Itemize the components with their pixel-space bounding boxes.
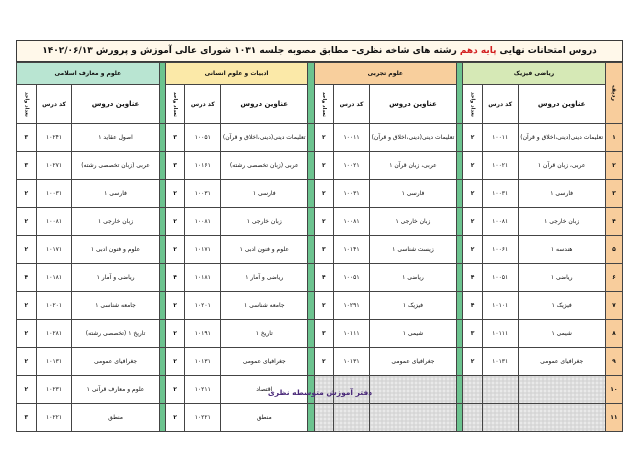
table-row bbox=[17, 264, 623, 292]
table-row bbox=[17, 180, 623, 208]
group-separator bbox=[457, 292, 463, 320]
course-units: ۲ bbox=[463, 208, 483, 236]
course-code: ۱۰۱۳۱ bbox=[482, 348, 518, 376]
course-name: جغرافیای عمومی bbox=[72, 348, 159, 376]
course-units: ۲ bbox=[463, 180, 483, 208]
course-code: ۱۰۰۲۱ bbox=[482, 152, 518, 180]
course-code: ۱۰۱۱۱ bbox=[482, 320, 518, 348]
course-name: اقتصاد bbox=[221, 376, 308, 404]
group-separator bbox=[457, 236, 463, 264]
course-code: ۱۰۰۸۱ bbox=[185, 208, 221, 236]
row-number: ۸ bbox=[605, 320, 622, 348]
course-name: تعلیمات دینی(دینی،اخلاق و قرآن) bbox=[221, 124, 308, 152]
course-units: ۲ bbox=[314, 292, 334, 320]
row-number: ۱۰ bbox=[605, 376, 622, 404]
row-number: ۵ bbox=[605, 236, 622, 264]
col-header-name: عناوین دروس bbox=[72, 85, 159, 124]
row-number: ۷ bbox=[605, 292, 622, 320]
course-name bbox=[369, 404, 456, 432]
col-header-unit: تعداد واحد bbox=[17, 85, 37, 124]
group-separator bbox=[308, 404, 314, 432]
course-units: ۴ bbox=[314, 264, 334, 292]
course-units bbox=[463, 404, 483, 432]
course-units: ۲ bbox=[165, 404, 185, 432]
table-row bbox=[17, 320, 623, 348]
course-units: ۳ bbox=[314, 320, 334, 348]
course-name: جغرافیای عمومی bbox=[369, 348, 456, 376]
group-separator bbox=[308, 348, 314, 376]
course-code: ۱۰۲۱۱ bbox=[185, 376, 221, 404]
group-separator bbox=[159, 404, 165, 432]
course-code: ۱۰۲۲۱ bbox=[185, 404, 221, 432]
course-code: ۱۰۱۸۱ bbox=[185, 264, 221, 292]
course-code: ۱۰۲۴۱ bbox=[36, 124, 72, 152]
col-header-code: کد درس bbox=[36, 85, 72, 124]
group-separator bbox=[159, 348, 165, 376]
course-name: شیمی ۱ bbox=[369, 320, 456, 348]
table-row bbox=[17, 292, 623, 320]
course-code: ۱۰۰۵۱ bbox=[334, 264, 370, 292]
course-name: تعلیمات دینی(دینی،اخلاق و قرآن) bbox=[369, 124, 456, 152]
course-units: ۳ bbox=[17, 124, 37, 152]
course-code: ۱۰۲۷۱ bbox=[36, 152, 72, 180]
group-separator bbox=[159, 292, 165, 320]
course-name: اصول عقاید ۱ bbox=[72, 124, 159, 152]
group-separator bbox=[457, 320, 463, 348]
course-name: فارسی ۱ bbox=[72, 180, 159, 208]
course-units: ۳ bbox=[17, 152, 37, 180]
course-code: ۱۰۱۱۱ bbox=[334, 320, 370, 348]
course-name: جامعه شناسی ۱ bbox=[72, 292, 159, 320]
col-header-unit: تعداد واحد bbox=[165, 85, 185, 124]
course-units: ۳ bbox=[165, 152, 185, 180]
row-number: ۴ bbox=[605, 208, 622, 236]
group-title: علوم تجربی bbox=[314, 63, 457, 85]
group-separator bbox=[308, 208, 314, 236]
course-units: ۲ bbox=[463, 348, 483, 376]
group-title: ریاضی فیزیک bbox=[463, 63, 606, 85]
course-name: فارسی ۱ bbox=[369, 180, 456, 208]
course-code: ۱۰۰۳۱ bbox=[482, 180, 518, 208]
group-separator bbox=[159, 152, 165, 180]
group-separator bbox=[159, 208, 165, 236]
row-number: ۱۱ bbox=[605, 404, 622, 432]
course-code: ۱۰۱۰۱ bbox=[482, 292, 518, 320]
document-title bbox=[16, 40, 623, 62]
course-name: علوم و معارف قرآنی ۱ bbox=[72, 376, 159, 404]
course-units: ۲ bbox=[165, 292, 185, 320]
course-name: تاریخ ۱ bbox=[221, 320, 308, 348]
course-name: جغرافیای عمومی bbox=[518, 348, 605, 376]
footer-office: دفتر آموزش متوسطه نظری bbox=[267, 388, 373, 397]
course-units: ۲ bbox=[165, 376, 185, 404]
course-name: زیست شناسی ۱ bbox=[369, 236, 456, 264]
course-code bbox=[334, 404, 370, 432]
col-header-unit: تعداد واحد bbox=[463, 85, 483, 124]
group-separator bbox=[308, 292, 314, 320]
course-name: فیزیک ۱ bbox=[518, 292, 605, 320]
course-name: زبان خارجی ۱ bbox=[518, 208, 605, 236]
course-name: ریاضی و آمار ۱ bbox=[221, 264, 308, 292]
course-units: ۲ bbox=[17, 320, 37, 348]
course-units: ۲ bbox=[17, 236, 37, 264]
course-code: ۱۰۰۳۱ bbox=[334, 180, 370, 208]
course-code: ۱۰۲۰۱ bbox=[185, 292, 221, 320]
course-name: علوم و فنون ادبی ۱ bbox=[221, 236, 308, 264]
course-code: ۱۰۱۷۱ bbox=[185, 236, 221, 264]
course-name: تاریخ ۱ (تخصصی رشته) bbox=[72, 320, 159, 348]
course-code: ۱۰۰۱۱ bbox=[482, 124, 518, 152]
table-row bbox=[17, 124, 623, 152]
group-separator bbox=[159, 320, 165, 348]
col-header-code: کد درس bbox=[334, 85, 370, 124]
row-number: ۲ bbox=[605, 152, 622, 180]
course-code: ۱۰۰۱۱ bbox=[334, 124, 370, 152]
col-header-name: عناوین دروس bbox=[518, 85, 605, 124]
course-name: ریاضی ۱ bbox=[369, 264, 456, 292]
course-code: ۱۰۱۴۱ bbox=[334, 236, 370, 264]
course-units: ۳ bbox=[314, 236, 334, 264]
group-separator bbox=[308, 236, 314, 264]
course-units: ۴ bbox=[165, 264, 185, 292]
course-units: ۴ bbox=[463, 292, 483, 320]
group-separator bbox=[308, 124, 314, 152]
row-number: ۶ bbox=[605, 264, 622, 292]
course-units: ۲ bbox=[165, 320, 185, 348]
course-units: ۲ bbox=[314, 180, 334, 208]
course-code: ۱۰۱۸۱ bbox=[36, 264, 72, 292]
table-row bbox=[17, 208, 623, 236]
course-units: ۴ bbox=[463, 264, 483, 292]
course-units: ۳ bbox=[165, 124, 185, 152]
course-code: ۱۰۰۳۱ bbox=[185, 180, 221, 208]
course-code: ۱۰۰۸۱ bbox=[36, 208, 72, 236]
course-code: ۱۰۱۶۱ bbox=[185, 152, 221, 180]
course-name: عربی (زبان تخصصی رشته) bbox=[221, 152, 308, 180]
course-units bbox=[314, 404, 334, 432]
group-separator bbox=[457, 348, 463, 376]
course-units: ۲ bbox=[17, 376, 37, 404]
col-header-code: کد درس bbox=[482, 85, 518, 124]
exam-courses-table bbox=[16, 62, 623, 432]
course-code: ۱۰۰۶۱ bbox=[482, 236, 518, 264]
title-post: رشته های شاخه نظری– مطابق مصوبه جلسه ۱۰۳۱ شورای عالی آموزش و پرورش ۱۴۰۲/۰۶/۱۳ bbox=[42, 46, 457, 56]
table-row bbox=[17, 348, 623, 376]
course-name: فارسی ۱ bbox=[221, 180, 308, 208]
course-name: فیزیک ۱ bbox=[369, 292, 456, 320]
course-code: ۱۰۱۷۱ bbox=[36, 236, 72, 264]
group-separator bbox=[457, 404, 463, 432]
course-units: ۲ bbox=[165, 348, 185, 376]
course-code: ۱۰۱۳۱ bbox=[36, 348, 72, 376]
course-name: زبان خارجی ۱ bbox=[72, 208, 159, 236]
course-name: فارسی ۱ bbox=[518, 180, 605, 208]
row-number: ۹ bbox=[605, 348, 622, 376]
course-name: منطق bbox=[221, 404, 308, 432]
col-header-name: عناوین دروس bbox=[221, 85, 308, 124]
col-header-name: عناوین دروس bbox=[369, 85, 456, 124]
course-code: ۱۰۰۵۱ bbox=[482, 264, 518, 292]
group-separator bbox=[457, 152, 463, 180]
course-code: ۱۰۲۳۱ bbox=[36, 376, 72, 404]
group-separator bbox=[159, 124, 165, 152]
group-separator bbox=[457, 180, 463, 208]
group-separator bbox=[457, 124, 463, 152]
course-name: عربی، زبان قرآن ۱ bbox=[518, 152, 605, 180]
group-separator bbox=[308, 152, 314, 180]
course-name: هندسه ۱ bbox=[518, 236, 605, 264]
group-separator bbox=[308, 320, 314, 348]
group-title: ادبیات و علوم انسانی bbox=[165, 63, 308, 85]
course-units: ۳ bbox=[17, 404, 37, 432]
course-units: ۲ bbox=[17, 292, 37, 320]
course-name: تعلیمات دینی(دینی،اخلاق و قرآن) bbox=[518, 124, 605, 152]
group-separator bbox=[159, 236, 165, 264]
course-units: ۲ bbox=[314, 208, 334, 236]
course-name: شیمی ۱ bbox=[518, 320, 605, 348]
course-code: ۱۰۲۲۱ bbox=[36, 404, 72, 432]
title-highlight: پایه دهم bbox=[459, 46, 497, 56]
group-separator bbox=[308, 180, 314, 208]
group-separator bbox=[457, 264, 463, 292]
title-pre: دروس امتحانات نهایی bbox=[499, 46, 597, 56]
course-code: ۱۰۱۳۱ bbox=[334, 348, 370, 376]
course-code: ۱۰۲۸۱ bbox=[36, 320, 72, 348]
course-units: ۲ bbox=[314, 152, 334, 180]
course-units: ۲ bbox=[17, 348, 37, 376]
course-code: ۱۰۰۸۱ bbox=[334, 208, 370, 236]
course-code: ۱۰۰۳۱ bbox=[36, 180, 72, 208]
course-code: ۱۰۰۲۱ bbox=[334, 152, 370, 180]
course-name: زبان خارجی ۱ bbox=[221, 208, 308, 236]
course-units: ۲ bbox=[463, 152, 483, 180]
course-name: عربی (زبان تخصصی رشته) bbox=[72, 152, 159, 180]
group-separator bbox=[159, 264, 165, 292]
course-units: ۲ bbox=[165, 180, 185, 208]
table-row bbox=[17, 152, 623, 180]
course-units: ۲ bbox=[165, 236, 185, 264]
course-name: ریاضی و آمار ۱ bbox=[72, 264, 159, 292]
group-separator bbox=[457, 208, 463, 236]
course-name: منطق bbox=[72, 404, 159, 432]
course-units: ۲ bbox=[17, 180, 37, 208]
course-name: ریاضی ۱ bbox=[518, 264, 605, 292]
group-separator bbox=[308, 264, 314, 292]
course-code: ۱۰۱۹۱ bbox=[185, 320, 221, 348]
group-title: علوم و معارف اسلامی bbox=[17, 63, 160, 85]
table-row bbox=[17, 236, 623, 264]
course-units: ۲ bbox=[17, 208, 37, 236]
course-name: جغرافیای عمومی bbox=[221, 348, 308, 376]
course-units: ۲ bbox=[463, 236, 483, 264]
course-units: ۲ bbox=[165, 208, 185, 236]
course-name: علوم و فنون ادبی ۱ bbox=[72, 236, 159, 264]
course-code: ۱۰۱۳۱ bbox=[185, 348, 221, 376]
course-name: عربی، زبان قرآن ۱ bbox=[369, 152, 456, 180]
col-header-unit: تعداد واحد bbox=[314, 85, 334, 124]
course-code bbox=[482, 404, 518, 432]
course-name: جامعه شناسی ۱ bbox=[221, 292, 308, 320]
course-units: ۲ bbox=[314, 348, 334, 376]
course-code: ۱۰۰۸۱ bbox=[482, 208, 518, 236]
course-units: ۲ bbox=[314, 124, 334, 152]
group-separator bbox=[159, 180, 165, 208]
col-header-code: کد درس bbox=[185, 85, 221, 124]
course-units: ۲ bbox=[463, 124, 483, 152]
course-name: زبان خارجی ۱ bbox=[369, 208, 456, 236]
row-number: ۱ bbox=[605, 124, 622, 152]
course-code: ۱۰۰۵۱ bbox=[185, 124, 221, 152]
table-row bbox=[17, 404, 623, 432]
course-code: ۱۰۲۹۱ bbox=[334, 292, 370, 320]
course-code: ۱۰۲۰۱ bbox=[36, 292, 72, 320]
course-units: ۴ bbox=[17, 264, 37, 292]
course-name bbox=[518, 404, 605, 432]
course-units: ۳ bbox=[463, 320, 483, 348]
row-number: ۳ bbox=[605, 180, 622, 208]
row-number-header: ردیف bbox=[605, 63, 622, 124]
